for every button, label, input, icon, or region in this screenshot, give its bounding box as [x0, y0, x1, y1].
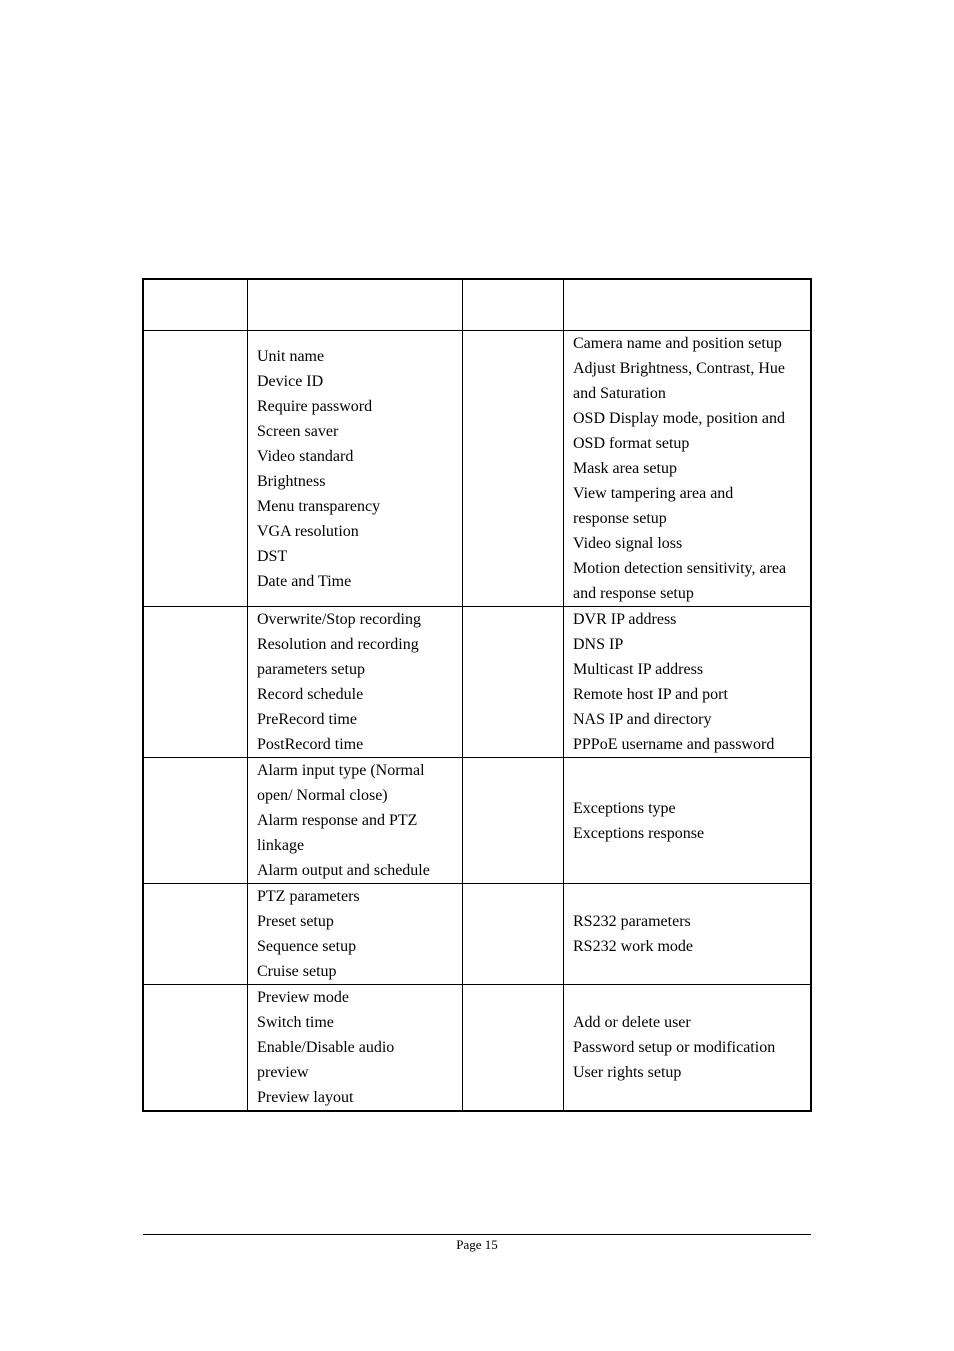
list-item: Require password: [257, 397, 373, 415]
column-divider: [462, 280, 463, 1110]
list-item: Remote host IP and port: [573, 686, 728, 703]
list-item: OSD format setup: [573, 435, 690, 452]
list-item: Multicast IP address: [573, 661, 704, 678]
list-item: parameters setup: [257, 661, 365, 678]
footer-divider: [143, 1234, 811, 1235]
row2-left-cell: [257, 607, 462, 757]
row2-right-cell: [573, 607, 813, 757]
row3-right-cell: [573, 758, 813, 883]
column-divider: [563, 280, 564, 1110]
list-item: DNS IP: [573, 636, 624, 653]
list-item: linkage: [257, 837, 305, 854]
list-item: Alarm response and PTZ: [257, 812, 418, 829]
list-item: Cruise setup: [257, 963, 337, 980]
list-item: Alarm output and schedule: [257, 862, 430, 879]
row1-left-cell: [257, 331, 462, 606]
list-item: open/ Normal close): [257, 787, 388, 804]
list-item: Preset setup: [257, 913, 334, 930]
list-item: Video standard: [257, 447, 354, 465]
list-item: Overwrite/Stop recording: [257, 611, 421, 628]
list-item: Motion detection sensitivity, area: [573, 560, 787, 577]
page-number: Page 15: [456, 1237, 498, 1252]
list-item: Sequence setup: [257, 938, 357, 955]
list-item: VGA resolution: [257, 522, 359, 540]
row4-right-cell: [573, 884, 813, 984]
row5-right-cell: [573, 985, 813, 1110]
list-item: Video signal loss: [573, 535, 683, 552]
list-item: PTZ parameters: [257, 888, 360, 905]
list-item: and response setup: [573, 585, 694, 602]
list-item: PreRecord time: [257, 711, 357, 728]
list-item: Preview layout: [257, 1089, 354, 1106]
list-item: Switch time: [257, 1014, 334, 1031]
settings-table: [142, 278, 812, 1112]
list-item: Device ID: [257, 372, 324, 390]
row3-left-cell: [257, 758, 462, 883]
list-item: DST: [257, 547, 288, 565]
list-item: View tampering area and: [573, 485, 734, 502]
list-item: response setup: [573, 510, 667, 527]
list-item: Resolution and recording: [257, 636, 419, 653]
list-item: RS232 parameters: [573, 913, 691, 930]
list-item: Adjust Brightness, Contrast, Hue: [573, 360, 785, 377]
list-item: Alarm input type (Normal: [257, 762, 425, 779]
list-item: Menu transparency: [257, 497, 381, 515]
list-item: Record schedule: [257, 686, 364, 703]
row5-left-cell: [257, 985, 462, 1110]
list-item: Date and Time: [257, 572, 352, 590]
list-item: Exceptions type: [573, 799, 676, 817]
column-divider: [247, 280, 248, 1110]
list-item: PPPoE username and password: [573, 736, 775, 753]
row1-right-cell: [573, 331, 813, 606]
list-item: Mask area setup: [573, 460, 677, 477]
list-item: Password setup or modification: [573, 1039, 776, 1056]
list-item: Screen saver: [257, 422, 339, 440]
list-item: Exceptions response: [573, 824, 705, 842]
list-item: Brightness: [257, 472, 326, 490]
list-item: RS232 work mode: [573, 938, 693, 955]
list-item: PostRecord time: [257, 736, 364, 753]
list-item: Unit name: [257, 347, 325, 365]
list-item: and Saturation: [573, 385, 666, 402]
list-item: Preview mode: [257, 989, 349, 1006]
list-item: User rights setup: [573, 1064, 682, 1081]
list-item: Camera name and position setup: [573, 335, 782, 352]
list-item: NAS IP and directory: [573, 711, 712, 728]
list-item: DVR IP address: [573, 611, 677, 628]
list-item: preview: [257, 1064, 309, 1081]
row4-left-cell: [257, 884, 462, 984]
list-item: Add or delete user: [573, 1014, 691, 1031]
list-item: OSD Display mode, position and: [573, 410, 785, 427]
list-item: Enable/Disable audio: [257, 1039, 395, 1056]
